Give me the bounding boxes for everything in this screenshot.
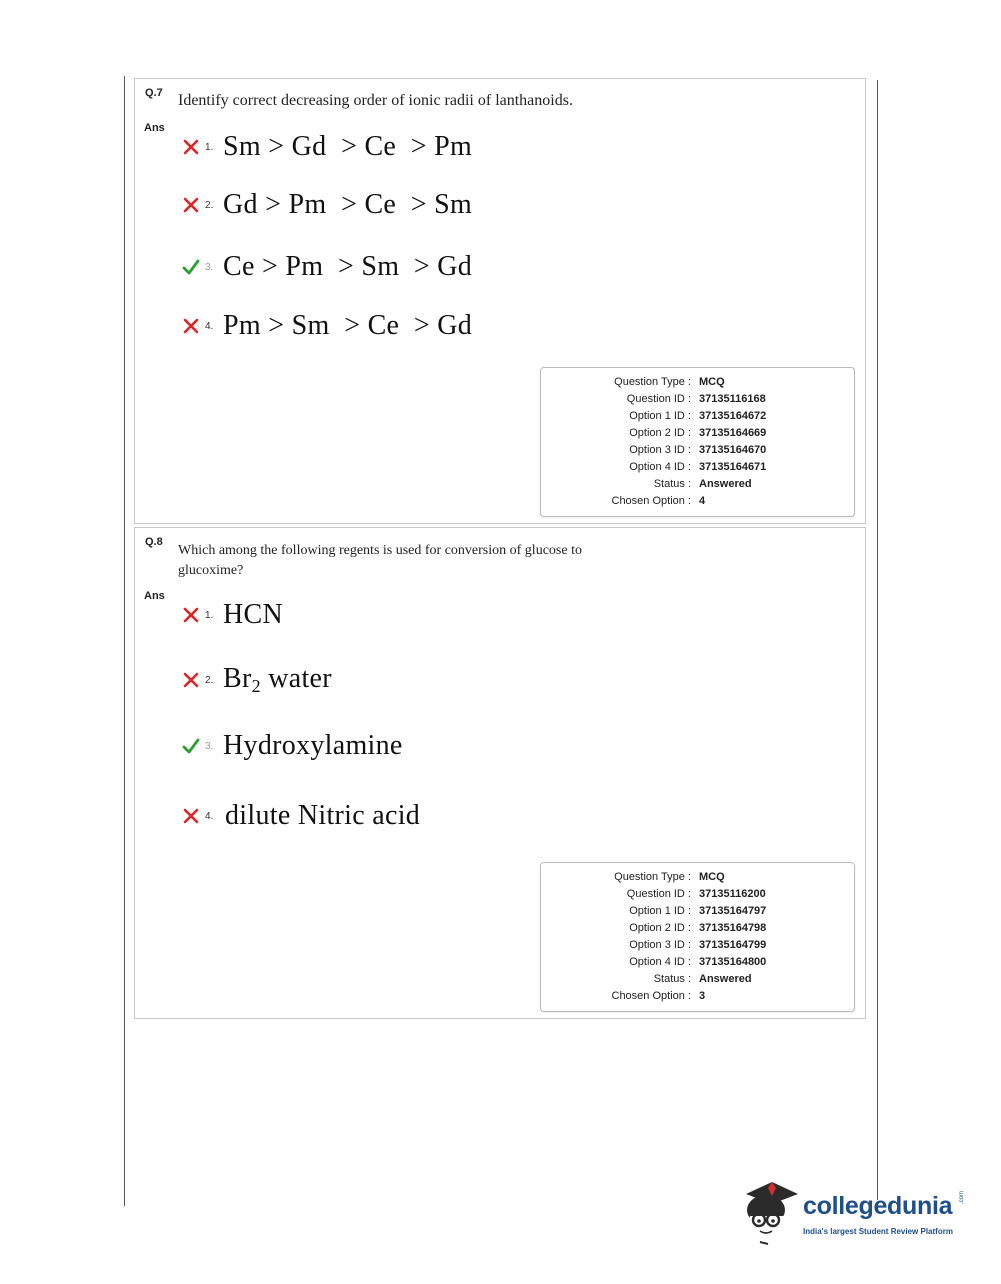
- meta-question-id: [541, 886, 854, 903]
- meta-key: Question Type :: [614, 871, 691, 883]
- option-4: [182, 796, 420, 836]
- option-number: 2.: [205, 674, 214, 686]
- question-text-line: Which among the following regents is used for conversion of glucose to: [178, 543, 582, 558]
- right-page-rule: [877, 80, 878, 1200]
- answer-label: Ans: [144, 122, 165, 134]
- option-text: HCN: [223, 599, 284, 630]
- formula-subscript: 2: [251, 676, 261, 696]
- meta-question-type: [541, 374, 854, 391]
- meta-value: Answered: [699, 973, 752, 985]
- answer-label: Ans: [144, 590, 165, 602]
- option-text: Gd > Pm > Ce > Sm: [223, 189, 473, 220]
- meta-value: MCQ: [699, 871, 725, 883]
- meta-value: 37135164670: [699, 444, 767, 456]
- option-number: 2.: [205, 199, 214, 211]
- meta-value: 37135164798: [699, 922, 767, 934]
- cross-icon: [182, 317, 200, 335]
- meta-option-3-id: [541, 937, 854, 954]
- collegedunia-logo[interactable]: [742, 1176, 972, 1246]
- option-1: [182, 595, 283, 635]
- meta-status: [541, 971, 854, 988]
- cross-icon: [182, 606, 200, 624]
- meta-question-type: [541, 869, 854, 886]
- option-text: [223, 663, 332, 697]
- meta-value: 37135164800: [699, 956, 767, 968]
- meta-key: Chosen Option :: [611, 495, 691, 507]
- question-card-q8: [134, 527, 866, 1019]
- option-2: [182, 660, 332, 700]
- option-number: 1.: [205, 141, 214, 153]
- option-3: [182, 726, 403, 766]
- option-text: Ce > Pm > Sm > Gd: [223, 251, 473, 282]
- question-card-q7: [134, 78, 866, 524]
- cross-icon: [182, 807, 200, 825]
- meta-value: 37135164799: [699, 939, 767, 951]
- meta-key: Option 4 ID :: [629, 956, 691, 968]
- meta-key: Status :: [653, 478, 691, 490]
- meta-value: 4: [699, 495, 706, 507]
- meta-key: Status :: [653, 973, 691, 985]
- meta-option-4-id: [541, 954, 854, 971]
- question-number: Q.8: [145, 536, 163, 548]
- formula-symbol: Br: [223, 663, 252, 694]
- option-number: 3.: [205, 261, 214, 273]
- option-3: [182, 247, 472, 287]
- meta-key: Question ID :: [626, 393, 691, 405]
- meta-value: 37135164669: [699, 427, 767, 439]
- meta-value: 37135164671: [699, 461, 767, 473]
- cross-icon: [182, 196, 200, 214]
- option-number: 3.: [205, 740, 214, 752]
- meta-key: Option 3 ID :: [629, 939, 691, 951]
- question-meta-panel: [540, 862, 855, 1012]
- question-text: [178, 541, 658, 581]
- cross-icon: [182, 671, 200, 689]
- brand-dotcom: .com: [959, 1190, 965, 1204]
- option-1: [182, 127, 472, 167]
- option-text: Sm > Gd > Ce > Pm: [223, 131, 473, 162]
- mascot-icon: [742, 1176, 802, 1246]
- meta-key: Option 1 ID :: [629, 905, 691, 917]
- meta-value: MCQ: [699, 376, 725, 388]
- question-number: Q.7: [145, 87, 163, 99]
- option-text: Hydroxylamine: [223, 730, 403, 761]
- meta-option-4-id: [541, 459, 854, 476]
- question-meta-panel: [540, 367, 855, 517]
- meta-value: Answered: [699, 478, 752, 490]
- meta-value: 37135164797: [699, 905, 767, 917]
- meta-chosen-option: [541, 493, 854, 510]
- meta-option-1-id: [541, 903, 854, 920]
- option-number: 4.: [205, 810, 214, 822]
- check-icon: [182, 737, 200, 755]
- meta-option-2-id: [541, 920, 854, 937]
- question-text-line: glucoxime?: [178, 563, 244, 578]
- cross-icon: [182, 138, 200, 156]
- meta-value: 37135164672: [699, 410, 767, 422]
- option-text: dilute Nitric acid: [225, 800, 421, 831]
- formula-suffix: water: [260, 663, 332, 694]
- meta-key: Question ID :: [626, 888, 691, 900]
- meta-key: Option 4 ID :: [629, 461, 691, 473]
- brand-name: collegedunia: [803, 1192, 953, 1220]
- option-number: 4.: [205, 320, 214, 332]
- meta-value: 3: [699, 990, 706, 1002]
- meta-value: 37135116168: [699, 393, 766, 405]
- meta-option-1-id: [541, 408, 854, 425]
- meta-key: Question Type :: [614, 376, 691, 388]
- brand-tagline: India's largest Student Review Platform: [803, 1227, 953, 1236]
- meta-chosen-option: [541, 988, 854, 1005]
- left-page-rule: [124, 76, 125, 1206]
- meta-question-id: [541, 391, 854, 408]
- meta-key: Chosen Option :: [611, 990, 691, 1002]
- option-2: [182, 185, 472, 225]
- meta-key: Option 3 ID :: [629, 444, 691, 456]
- meta-value: 37135116200: [699, 888, 766, 900]
- check-icon: [182, 258, 200, 276]
- question-text: Identify correct decreasing order of ionic radii of lanthanoids.: [178, 92, 573, 109]
- meta-option-3-id: [541, 442, 854, 459]
- meta-key: Option 1 ID :: [629, 410, 691, 422]
- meta-status: [541, 476, 854, 493]
- option-number: 1.: [205, 609, 214, 621]
- option-4: [182, 306, 472, 346]
- meta-option-2-id: [541, 425, 854, 442]
- meta-key: Option 2 ID :: [629, 427, 691, 439]
- option-text: Pm > Sm > Ce > Gd: [223, 310, 473, 341]
- meta-key: Option 2 ID :: [629, 922, 691, 934]
